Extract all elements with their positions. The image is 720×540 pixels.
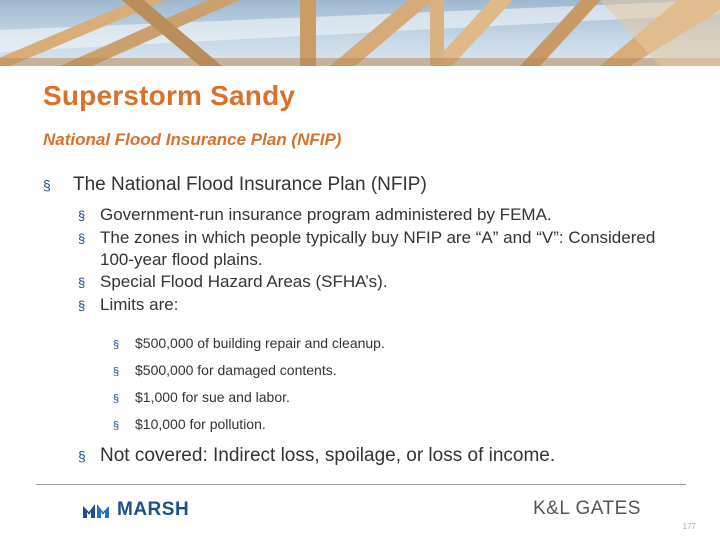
marsh-logo-text: MARSH [117, 499, 190, 520]
sub-bullet-text: Government-run insurance program administered by FEMA. [100, 205, 552, 224]
not-covered-bullet [78, 445, 693, 467]
sub-bullet-text: Special Flood Hazard Areas (SFHA’s). [100, 272, 388, 291]
sub-bullet [78, 204, 693, 227]
sub-bullet-text: The zones in which people typically buy NFIP are “A” and “V”: Considered 100-year flood plains. [100, 228, 656, 269]
kl-gates-logo: K&L GATES [533, 498, 641, 519]
limit-item [113, 412, 693, 439]
sub-bullet [78, 227, 693, 271]
sub-bullet-list [78, 204, 693, 317]
sub-bullet [78, 271, 693, 294]
bullet-icon: § [43, 177, 51, 193]
bullet-icon: § [113, 366, 120, 378]
limit-text: $500,000 of building repair and cleanup. [135, 335, 385, 351]
bullet-icon: § [78, 231, 86, 246]
bullet-icon: § [78, 298, 86, 313]
bullet-level-1 [43, 174, 693, 196]
bullet-icon: § [113, 393, 120, 405]
header-banner-image [0, 0, 720, 66]
bullet-icon: § [78, 208, 86, 223]
limit-text: $500,000 for damaged contents. [135, 362, 337, 378]
page-number: 177 [682, 522, 696, 531]
limits-list [113, 331, 693, 439]
limit-text: $10,000 for pollution. [135, 416, 266, 432]
limit-item [113, 331, 693, 358]
bullet-icon: § [113, 339, 120, 351]
footer-divider [36, 484, 686, 485]
slide-subtitle: National Flood Insurance Plan (NFIP) [43, 130, 342, 149]
limit-item [113, 385, 693, 412]
slide-body [43, 174, 693, 467]
sub-bullet-text: Limits are: [100, 295, 179, 314]
bullet-icon: § [78, 448, 86, 464]
roof-truss-illustration [0, 0, 720, 66]
limit-item [113, 358, 693, 385]
bullet-icon: § [113, 420, 120, 432]
marsh-logo-icon [82, 501, 110, 519]
limit-text: $1,000 for sue and labor. [135, 389, 290, 405]
marsh-logo [82, 499, 189, 521]
sub-bullet [78, 294, 693, 317]
slide-title: Superstorm Sandy [43, 80, 296, 111]
not-covered-text: Not covered: Indirect loss, spoilage, or loss of income. [100, 445, 556, 466]
bullet-text: The National Flood Insurance Plan (NFIP) [73, 174, 427, 195]
bullet-icon: § [78, 275, 86, 290]
